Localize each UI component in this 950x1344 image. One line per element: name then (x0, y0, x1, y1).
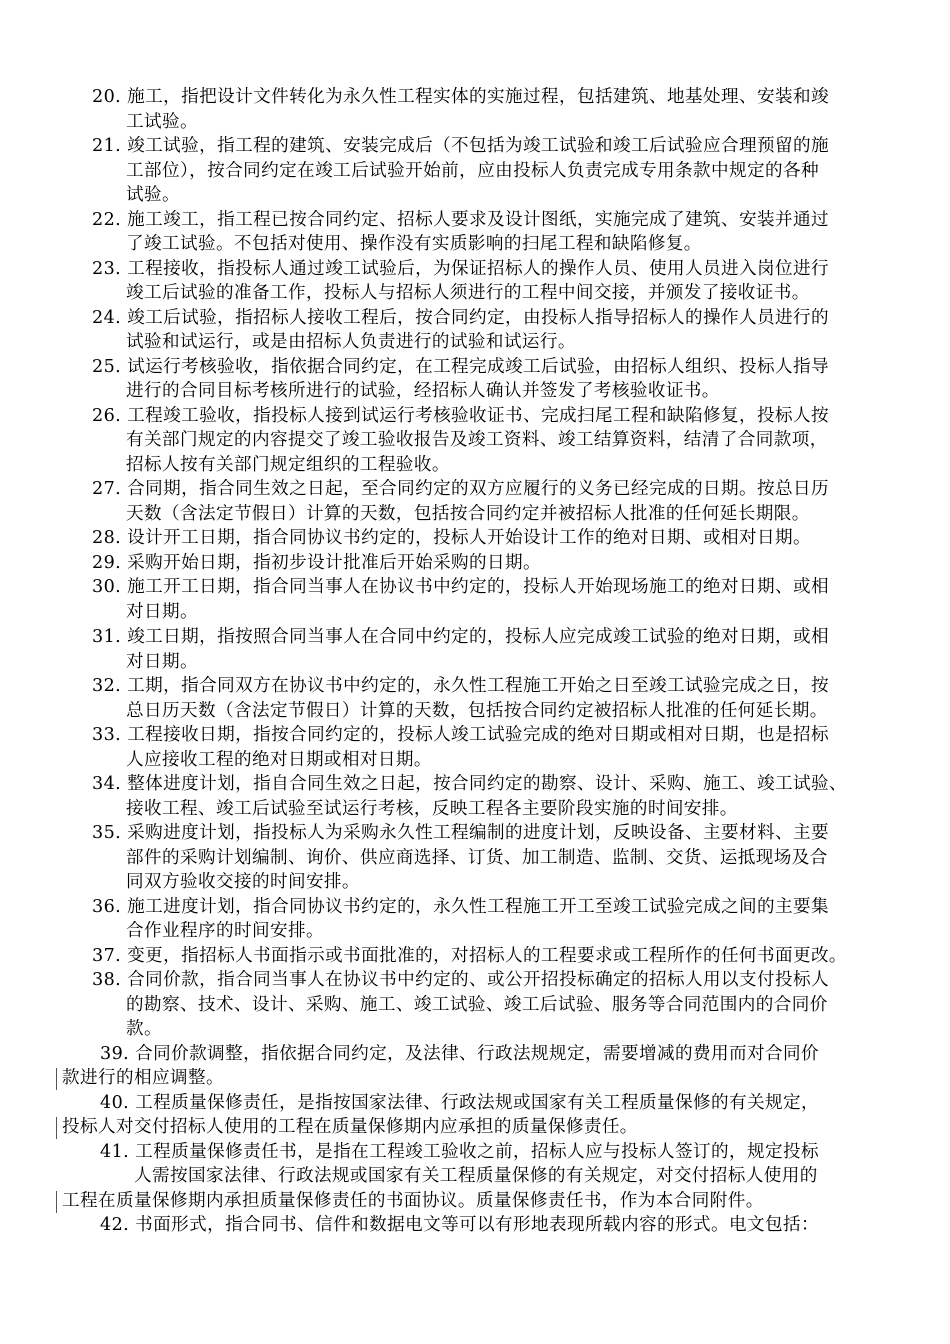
text-line: 工程在质量保修期内承担质量保修责任的书面协议。质量保修责任书，作为本合同附件。 (62, 1191, 764, 1211)
text-line: 36. 施工进度计划，指合同协议书约定的，永久性工程施工开工至竣工试验完成之间的主要集 (92, 897, 829, 917)
text-line: 33. 工程接收日期，指按合同约定的，投标人竣工试验完成的绝对日期或相对日期，也是招标 (92, 725, 829, 745)
text-line: 24. 竣工后试验，指招标人接收工程后，按合同约定，由投标人指导招标人的操作人员进行的 (92, 308, 829, 328)
text-line: 合作业程序的时间安排。 (126, 921, 324, 941)
text-line: 接收工程、竣工后试验至试运行考核，反映工程各主要阶段实施的时间安排。 (126, 799, 738, 819)
text-line: 21. 竣工试验，指工程的建筑、安装完成后（不包括为竣工试验和竣工后试验应合理预留的施 (92, 136, 829, 156)
text-line: 37. 变更，指招标人书面指示或书面批准的，对招标人的工程要求或工程所作的任何书面更改。 (92, 946, 847, 966)
text-line: 的勘察、技术、设计、采购、施工、竣工试验、竣工后试验、服务等合同范围内的合同价 (126, 995, 828, 1015)
text-line: 26. 工程竣工验收，指投标人接到试运行考核验收证书、完成扫尾工程和缺陷修复，投标人按 (92, 406, 829, 426)
text-line: 人需按国家法律、行政法规或国家有关工程质量保修的有关规定，对交付招标人使用的 (134, 1166, 818, 1186)
text-line: 29. 采购开始日期，指初步设计批准后开始采购的日期。 (92, 553, 542, 573)
text-line: 竣工后试验的准备工作，投标人与招标人须进行的工程中间交接，并颁发了接收证书。 (126, 283, 810, 303)
text-line: 28. 设计开工日期，指合同协议书约定的，投标人开始设计工作的绝对日期、或相对日期。 (92, 528, 811, 548)
text-line: 试验。 (126, 185, 180, 205)
text-line: 39. 合同价款调整，指依据合同约定，及法律、行政法规规定，需要增减的费用而对合同价 (100, 1044, 819, 1064)
revision-bar (56, 1191, 57, 1213)
text-line: 款。 (126, 1019, 162, 1039)
text-line: 工试验。 (126, 112, 198, 132)
text-line: 40. 工程质量保修责任，是指按国家法律、行政法规或国家有关工程质量保修的有关规定， (100, 1093, 819, 1113)
text-line: 同双方验收交接的时间安排。 (126, 872, 360, 892)
text-line: 34. 整体进度计划，指自合同生效之日起，按合同约定的勘察、设计、采购、施工、竣工试验、 (92, 774, 847, 794)
text-line: 对日期。 (126, 652, 198, 672)
text-line: 35. 采购进度计划，指投标人为采购永久性工程编制的进度计划，反映设备、主要材料、主要 (92, 823, 829, 843)
text-line: 工部位），按合同约定在竣工后试验开始前，应由投标人负责完成专用条款中规定的各种 (126, 161, 819, 181)
text-line: 投标人对交付招标人使用的工程在质量保修期内应承担的质量保修责任。 (62, 1117, 638, 1137)
text-line: 32. 工期，指合同双方在协议书中约定的，永久性工程施工开始之日至竣工试验完成之日，按 (92, 676, 829, 696)
text-line: 有关部门规定的内容提交了竣工验收报告及竣工资料、竣工结算资料，结清了合同款项， (126, 430, 828, 450)
text-line: 天数（含法定节假日）计算的天数，包括按合同约定并被招标人批准的任何延长期限。 (126, 504, 810, 524)
text-line: 20. 施工，指把设计文件转化为永久性工程实体的实施过程，包括建筑、地基处理、安装和竣 (92, 87, 829, 107)
text-line: 41. 工程质量保修责任书，是指在工程竣工验收之前，招标人应与投标人签订的，规定投标 (100, 1142, 819, 1162)
revision-bar (56, 1068, 57, 1090)
text-line: 31. 竣工日期，指按照合同当事人在合同中约定的，投标人应完成竣工试验的绝对日期，或相 (92, 627, 829, 647)
text-line: 22. 施工竣工，指工程已按合同约定、招标人要求及设计图纸，实施完成了建筑、安装并通过 (92, 210, 829, 230)
text-line: 人应接收工程的绝对日期或相对日期。 (126, 750, 432, 770)
text-line: 款进行的相应调整。 (62, 1068, 224, 1088)
text-line: 25. 试运行考核验收，指依据合同约定，在工程完成竣工后试验，由招标人组织、投标人指导 (92, 357, 829, 377)
text-line: 了竣工试验。不包括对使用、操作没有实质影响的扫尾工程和缺陷修复。 (126, 234, 702, 254)
text-line: 对日期。 (126, 602, 198, 622)
text-line: 42. 书面形式，指合同书、信件和数据电文等可以有形地表现所载内容的形式。电文包括： (100, 1215, 819, 1235)
text-line: 部件的采购计划编制、询价、供应商选择、订货、加工制造、监制、交货、运抵现场及合 (126, 848, 828, 868)
text-line: 38. 合同价款，指合同当事人在协议书中约定的、或公开招投标确定的招标人用以支付投标人 (92, 970, 829, 990)
text-line: 27. 合同期，指合同生效之日起，至合同约定的双方应履行的义务已经完成的日期。按总日历 (92, 479, 829, 499)
text-line: 试验和试运行，或是由招标人负责进行的试验和试运行。 (126, 332, 576, 352)
revision-bar (56, 1117, 57, 1139)
text-line: 30. 施工开工日期，指合同当事人在协议书中约定的，投标人开始现场施工的绝对日期、或相 (92, 577, 829, 597)
text-line: 招标人按有关部门规定组织的工程验收。 (126, 455, 450, 475)
text-line: 23. 工程接收，指投标人通过竣工试验后，为保证招标人的操作人员、使用人员进入岗位进行 (92, 259, 829, 279)
text-line: 进行的合同目标考核所进行的试验，经招标人确认并签发了考核验收证书。 (126, 381, 720, 401)
text-line: 总日历天数（含法定节假日）计算的天数，包括按合同约定被招标人批准的任何延长期。 (126, 701, 828, 721)
